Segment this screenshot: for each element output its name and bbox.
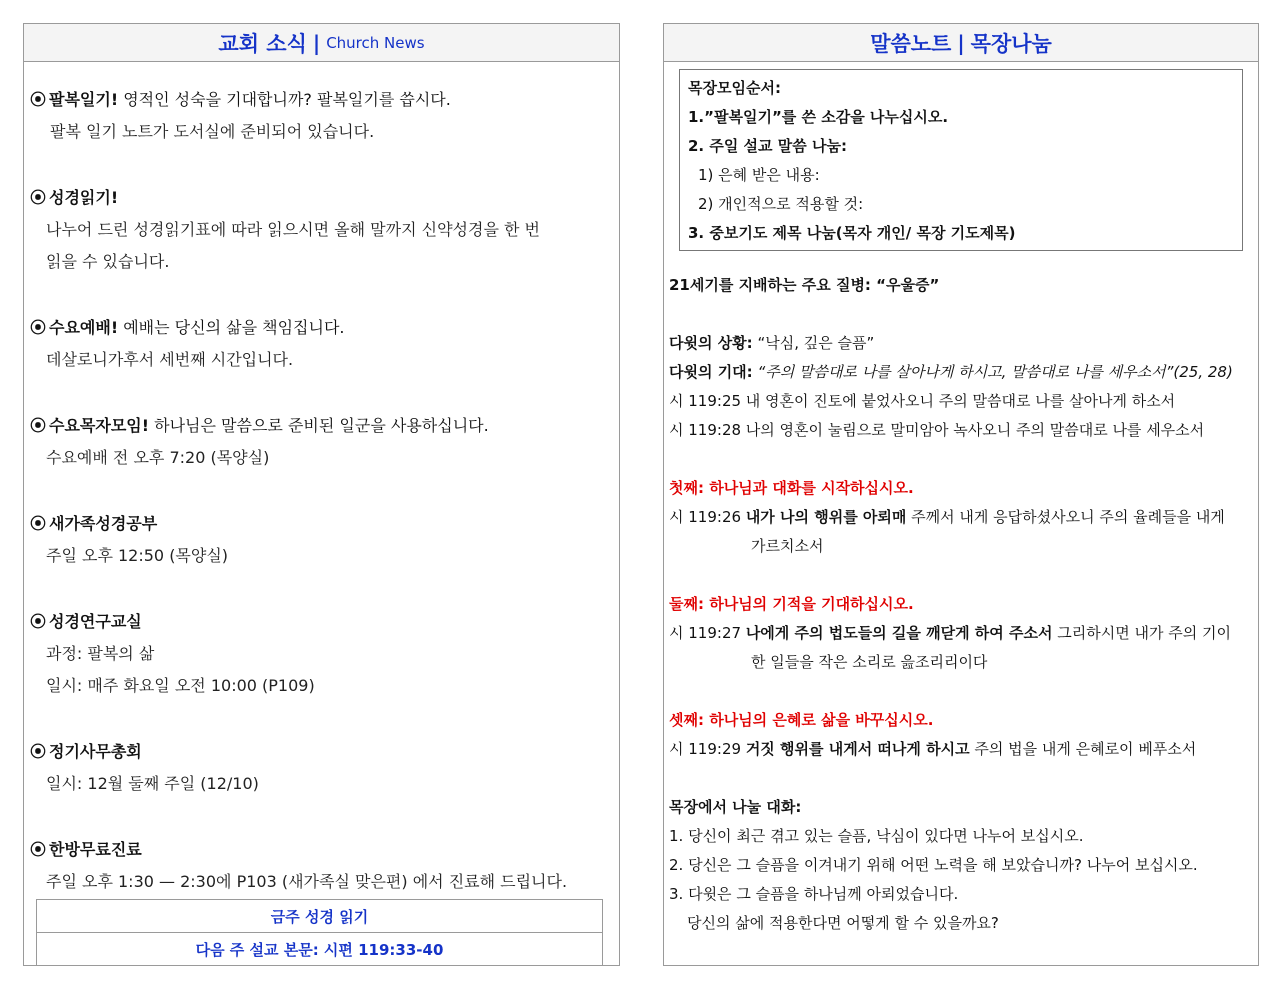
news-item-heading: [30, 736, 615, 768]
verse-27-continued: 한 일들을 작은 소리로 읊조리리이다: [751, 653, 988, 671]
church-news-header: [24, 24, 619, 62]
news-item-heading: [30, 182, 615, 214]
meeting-order-step: 3. 중보기도 제목 나눔(목자 개인/ 목장 기도제목): [688, 224, 1016, 242]
news-item: [30, 834, 615, 898]
news-item-summary: 하나님은 말씀으로 준비된 일군을 사용하십니다.: [149, 416, 489, 435]
next-sermon-text: 다음 주 설교 본문: 시편 119:33-40: [37, 932, 602, 965]
verse-text: 그리하시면 내가 주의 기이: [1052, 624, 1231, 642]
verse-emphasis: 거짓 행위를 내게서 떠나게 하시고: [745, 740, 970, 758]
news-item-detail: 일시: 12월 둘째 주일 (12/10): [46, 774, 259, 793]
news-item-detail: 일시: 매주 화요일 오전 10:00 (P109): [46, 676, 315, 695]
discussion-question-continued: 당신의 삶에 적용한다면 어떻게 할 수 있을까요?: [687, 914, 999, 932]
news-item-heading: [30, 84, 615, 116]
verse-25: 시 119:25 내 영혼이 진토에 붙었사오니 주의 말씀대로 나를 살아나게 하소서: [669, 392, 1176, 410]
news-item-detail: 주일 오후 1:30 — 2:30에 P103 (새가족실 맞은편) 에서 진료해 드립니다.: [46, 872, 568, 891]
david-situation: [669, 329, 1257, 358]
news-item-title: 팔복일기!: [49, 90, 119, 109]
news-item-summary: 예배는 당신의 삶을 책임집니다.: [118, 318, 345, 337]
bullet-icon: ⦿: [30, 416, 47, 435]
verse-27: [669, 619, 1257, 648]
news-item-title: 정기사무총회: [49, 742, 142, 761]
church-news-subtitle: Church News: [326, 33, 425, 52]
verse-ref: 시 119:29: [669, 740, 746, 758]
bullet-icon: ⦿: [30, 318, 47, 337]
hope-label: 다윗의 기대:: [669, 363, 753, 381]
hope-text: “주의 말씀대로 나를 살아나게 하시고, 말씀대로 나를 세우소서”(25, 28): [752, 363, 1233, 381]
news-item-title: 성경연구교실: [49, 612, 142, 631]
point-two-heading: 둘째: 하나님의 기적을 기대하십시오.: [669, 595, 914, 613]
verse-28: 시 119:28 나의 영혼이 눌림으로 말미암아 녹사오니 주의 말씀대로 나를 세우소서: [669, 421, 1205, 439]
verse-29: [669, 735, 1257, 764]
david-hope: [669, 358, 1257, 387]
sermon-notes-title: 말씀노트: [870, 31, 952, 56]
church-news-panel: [23, 23, 620, 966]
point-one-heading: 첫째: 하나님과 대화를 시작하십시오.: [669, 479, 914, 497]
news-item-detail: 데살로니가후서 세번째 시간입니다.: [46, 350, 294, 369]
sermon-notes-panel: [663, 23, 1259, 966]
verse-26: [669, 503, 1257, 532]
news-item-detail: 읽을 수 있습니다.: [46, 252, 170, 271]
news-item-detail: 팔복 일기 노트가 도서실에 준비되어 있습니다.: [50, 122, 375, 141]
news-item-title: 성경읽기!: [49, 188, 119, 207]
situation-text: “낙심, 깊은 슬픔”: [752, 334, 875, 352]
sermon-content: [669, 271, 1257, 938]
verse-26-continued: 가르치소서: [751, 537, 824, 555]
header-separator: |: [312, 30, 321, 55]
news-item-title: 한방무료진료: [49, 840, 142, 859]
news-item-heading: [30, 834, 615, 866]
bullet-icon: ⦿: [30, 90, 47, 109]
news-item-title: 새가족성경공부: [49, 514, 158, 533]
meeting-order-substep: 2) 개인적으로 적용할 것:: [698, 195, 864, 213]
verse-ref: 시 119:27: [669, 624, 746, 642]
bullet-icon: ⦿: [30, 514, 47, 533]
news-item-detail: 수요예배 전 오후 7:20 (목양실): [46, 448, 270, 467]
verse-ref: 시 119:26: [669, 508, 746, 526]
news-item-title: 수요예배!: [49, 318, 119, 337]
point-three-heading: 셋째: 하나님의 은혜로 삶을 바꾸십시오.: [669, 711, 934, 729]
bullet-icon: ⦿: [30, 840, 47, 859]
bullet-icon: ⦿: [30, 742, 47, 761]
news-item: [30, 410, 615, 474]
bullet-icon: ⦿: [30, 188, 47, 207]
meeting-order-box: [679, 69, 1243, 251]
verse-emphasis: 나에게 주의 법도들의 길을 깨닫게 하여 주소서: [745, 624, 1053, 642]
header-separator: |: [957, 30, 965, 55]
news-item: [30, 312, 615, 376]
discussion-question: 3. 다윗은 그 슬픔을 하나님께 아뢰었습니다.: [669, 885, 959, 903]
news-item: [30, 508, 615, 572]
meeting-order-substep: 1) 은혜 받은 내용:: [698, 166, 820, 184]
sermon-topic: 21세기를 지배하는 주요 질병: “우울증”: [669, 276, 940, 294]
news-item-summary: 영적인 성숙을 기대합니까? 팔복일기를 씁시다.: [118, 90, 451, 109]
news-item-title: 수요목자모임!: [49, 416, 150, 435]
news-item: [30, 182, 615, 278]
bible-reading-box: [36, 899, 603, 966]
bullet-icon: ⦿: [30, 612, 47, 631]
news-item-heading: [30, 606, 615, 638]
discussion-title: 목장에서 나눌 대화:: [669, 798, 802, 816]
discussion-question: 2. 당신은 그 슬픔을 이겨내기 위해 어떤 노력을 해 보았습니까? 나누어 보십시오.: [669, 856, 1198, 874]
church-news-title: 교회 소식: [218, 31, 307, 56]
news-item: [30, 606, 615, 702]
news-item-detail: 주일 오후 12:50 (목양실): [46, 546, 229, 565]
news-item: [30, 736, 615, 800]
verse-text: 주께서 내게 응답하셨사오니 주의 율례들을 내게: [906, 508, 1225, 526]
news-item-detail: 과정: 팔복의 삶: [46, 644, 155, 663]
sermon-notes-subtitle: 목장나눔: [970, 31, 1052, 56]
verse-emphasis: 내가 나의 행위를 아뢰매: [745, 508, 907, 526]
sermon-notes-header: [664, 24, 1258, 62]
news-item: [30, 84, 615, 148]
weekly-reading-label: 금주 성경 읽기: [270, 907, 369, 926]
news-item-heading: [30, 508, 615, 540]
situation-label: 다윗의 상황:: [669, 334, 753, 352]
news-list: [30, 84, 615, 932]
news-item-heading: [30, 312, 615, 344]
meeting-order-step: 2. 주일 설교 말씀 나눔:: [688, 137, 847, 155]
verse-text: 주의 법을 내게 은혜로이 베푸소서: [969, 740, 1197, 758]
discussion-question: 1. 당신이 최근 겪고 있는 슬픔, 낙심이 있다면 나누어 보십시오.: [669, 827, 1084, 845]
meeting-order-step: 1.”팔복일기”를 쓴 소감을 나누십시오.: [688, 108, 949, 126]
news-item-heading: [30, 410, 615, 442]
news-item-detail: 나누어 드린 성경읽기표에 따라 읽으시면 올해 말까지 신약성경을 한 번: [46, 220, 540, 239]
meeting-order-title: 목장모임순서:: [688, 79, 781, 97]
